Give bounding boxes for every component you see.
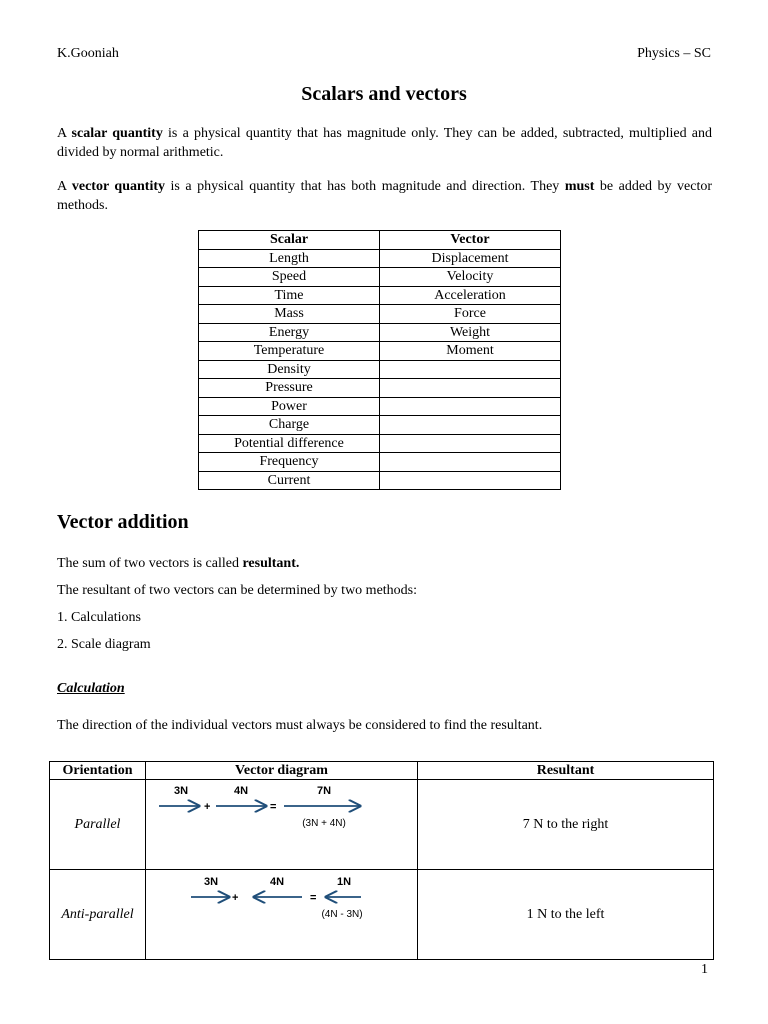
scalar-cell: Mass xyxy=(199,305,380,324)
orientation-anti-parallel: Anti-parallel xyxy=(50,870,146,960)
parallel-vector-diagram xyxy=(146,780,417,869)
equals-sign: = xyxy=(310,892,317,904)
vector-def-term: vector quantity xyxy=(71,179,165,194)
page-title: Scalars and vectors xyxy=(301,83,467,105)
method-scale-diagram: 2. Scale diagram xyxy=(57,637,151,652)
table-row xyxy=(199,305,561,324)
resultant-def-pre: The sum of two vectors is called xyxy=(57,556,243,571)
anti-parallel-vector-diagram xyxy=(146,870,417,959)
vector-diagram-parallel xyxy=(146,780,418,870)
table-row xyxy=(199,379,561,398)
direction-note: The direction of the individual vectors must always be considered to find the resultant. xyxy=(57,718,543,733)
vector-def-mid: is a physical quantity that has both magnitude and direction. They xyxy=(165,179,565,194)
scalar-def-term: scalar quantity xyxy=(71,126,163,141)
table-row xyxy=(199,360,561,379)
table-row-parallel xyxy=(50,780,714,870)
scalar-cell: Speed xyxy=(199,268,380,287)
table-header-row xyxy=(199,231,561,250)
vector-cell: Displacement xyxy=(380,249,561,268)
scalar-cell: Power xyxy=(199,397,380,416)
scalar-def-pre: A xyxy=(57,126,72,141)
vector-cell: Velocity xyxy=(380,268,561,287)
column-header-vector-diagram: Vector diagram xyxy=(146,762,418,780)
vector-cell: Moment xyxy=(380,342,561,361)
scalar-cell: Length xyxy=(199,249,380,268)
plus-sign: + xyxy=(232,892,239,904)
scalar-cell: Pressure xyxy=(199,379,380,398)
plus-sign: + xyxy=(204,801,211,813)
page-number: 1 xyxy=(701,962,708,977)
column-header-vector: Vector xyxy=(380,231,561,250)
scalar-definition xyxy=(57,124,712,162)
vector-cell xyxy=(380,416,561,435)
label-3n: 3N xyxy=(203,876,219,888)
parallel-formula: (3N + 4N) xyxy=(302,818,346,829)
scalar-cell: Energy xyxy=(199,323,380,342)
table-row xyxy=(199,286,561,305)
methods-intro: The resultant of two vectors can be determined by two methods: xyxy=(57,583,418,598)
vector-def-must: must xyxy=(564,179,595,194)
label-3n: 3N xyxy=(173,785,189,797)
vector-addition-heading: Vector addition xyxy=(57,511,189,533)
resultant-definition xyxy=(57,556,299,572)
table-row xyxy=(199,397,561,416)
table-row xyxy=(199,268,561,287)
header-course: Physics – SC xyxy=(637,46,711,61)
anti-parallel-formula: (4N - 3N) xyxy=(321,909,363,920)
label-7n: 7N xyxy=(316,785,332,797)
scalar-vector-table xyxy=(198,230,561,490)
column-header-resultant: Resultant xyxy=(418,762,714,780)
scalar-cell: Potential difference xyxy=(199,434,380,453)
table-header-row xyxy=(50,762,714,780)
scalar-cell: Current xyxy=(199,471,380,490)
vector-definition xyxy=(57,177,712,215)
header-author: K.Gooniah xyxy=(57,46,119,61)
vector-diagram-anti-parallel xyxy=(146,870,418,960)
vector-cell xyxy=(380,471,561,490)
column-header-scalar: Scalar xyxy=(199,231,380,250)
vector-def-post: be added by vector methods. xyxy=(57,179,713,213)
table-row xyxy=(199,434,561,453)
vector-cell xyxy=(380,453,561,472)
scalar-cell: Temperature xyxy=(199,342,380,361)
orientation-table xyxy=(49,761,714,960)
table-row xyxy=(199,323,561,342)
resultant-term: resultant. xyxy=(242,556,300,571)
table-row xyxy=(199,416,561,435)
orientation-parallel: Parallel xyxy=(50,780,146,870)
vector-cell: Acceleration xyxy=(380,286,561,305)
scalar-cell: Density xyxy=(199,360,380,379)
scalar-def-post: is a physical quantity that has magnitude only. They can be added, subtracted, multiplied and divided by normal arithmetic. xyxy=(57,126,713,160)
vector-def-pre: A xyxy=(57,179,72,194)
label-1n: 1N xyxy=(336,876,352,888)
table-row xyxy=(199,453,561,472)
vector-cell xyxy=(380,379,561,398)
vector-cell xyxy=(380,397,561,416)
resultant-parallel: 7 N to the right xyxy=(418,780,714,870)
equals-sign: = xyxy=(270,801,277,813)
scalar-cell: Frequency xyxy=(199,453,380,472)
method-calculations: 1. Calculations xyxy=(57,610,141,625)
vector-cell xyxy=(380,360,561,379)
resultant-anti-parallel: 1 N to the left xyxy=(418,870,714,960)
table-row xyxy=(199,471,561,490)
table-row xyxy=(199,342,561,361)
vector-cell: Force xyxy=(380,305,561,324)
vector-cell xyxy=(380,434,561,453)
label-4n: 4N xyxy=(233,785,249,797)
scalar-cell: Charge xyxy=(199,416,380,435)
table-row xyxy=(199,249,561,268)
column-header-orientation: Orientation xyxy=(50,762,146,780)
table-row-anti-parallel xyxy=(50,870,714,960)
vector-cell: Weight xyxy=(380,323,561,342)
calculation-heading: Calculation xyxy=(57,681,125,696)
scalar-cell: Time xyxy=(199,286,380,305)
label-4n: 4N xyxy=(269,876,285,888)
